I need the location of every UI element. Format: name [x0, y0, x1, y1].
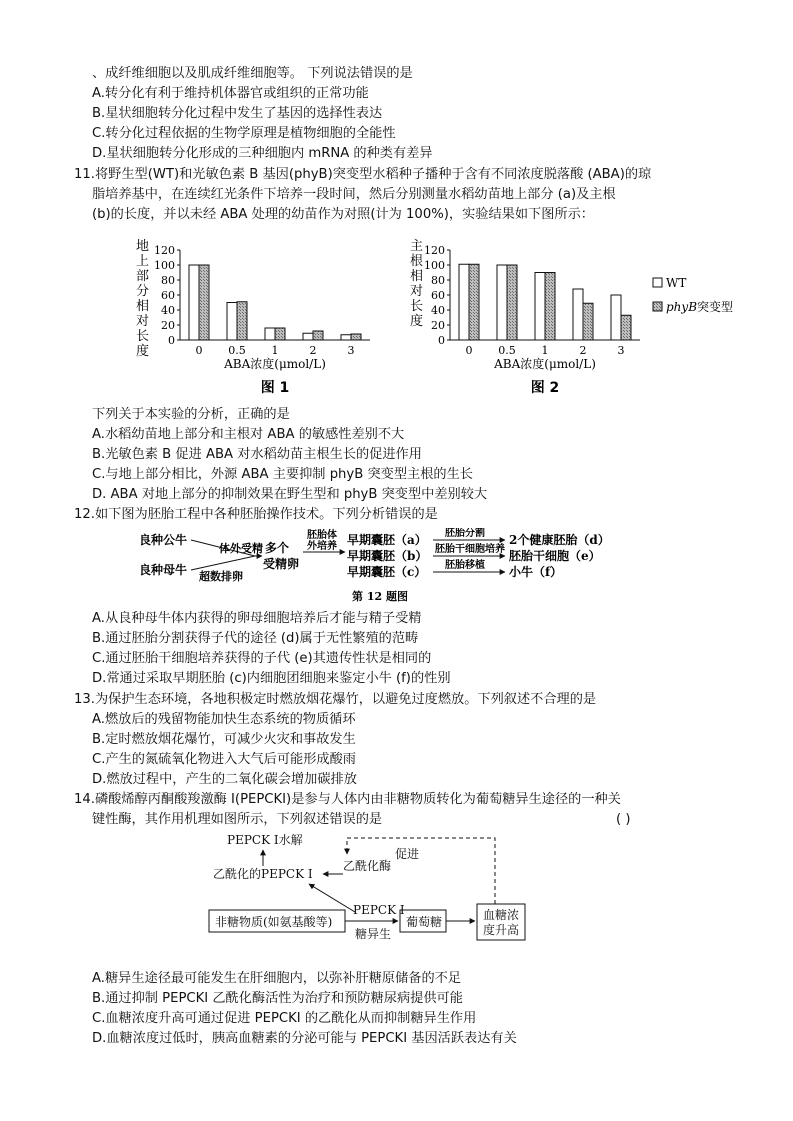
- q14-option-c: C.血糖浓度升高可通过促进 PEPCKI 的乙酰化从而抑制糖异生作用: [92, 1011, 477, 1026]
- y-tick-label: 60: [431, 289, 445, 302]
- cow-label: 良种母牛: [139, 563, 188, 577]
- legend-label-phyb: phyB突变型: [666, 300, 734, 314]
- q12-diagram: [135, 528, 655, 608]
- x-tick-label: 3: [347, 344, 355, 357]
- q11-option-d: D. ABA 对地上部分的抑制效果在野生型和 phyB 突变型中差别较大: [92, 487, 488, 502]
- x-tick-label: 0: [195, 344, 203, 357]
- q11-option-b: B.光敏色素 B 促进 ABA 对水稻幼苗主根生长的促进作用: [92, 447, 422, 462]
- y-tick-label: 40: [161, 304, 175, 317]
- q10-option-c: C.转分化过程依据的生物学原理是植物细胞的全能性: [92, 126, 396, 141]
- q11-stem-1: 11.将野生型(WT)和光敏色素 B 基因(phyB)突变型水稻种子播种于含有不同浓度脱落酸 (ABA)的琼: [74, 167, 652, 182]
- legend-label-wt: WT: [666, 276, 687, 290]
- split-label: 胚胎分割: [445, 528, 485, 539]
- bar-wt-3: [341, 335, 351, 340]
- y-tick-label: 80: [161, 274, 175, 287]
- stemcell-label: 胚胎干细胞培养: [435, 544, 505, 555]
- q12-option-d: D.常通过采取早期胚胎 (c)内细胞团细胞来鉴定小牛 (f)的性别: [92, 671, 451, 686]
- culture-label-1: 胚胎体: [307, 530, 337, 541]
- y-tick-label: 100: [424, 259, 445, 272]
- q12-figure-caption: 第 12 题图: [352, 590, 408, 603]
- bloodsugar-label-1: 血糖浓: [483, 908, 520, 922]
- blastocyst-b: 早期囊胚（b）: [347, 549, 428, 563]
- zygotes-label-2: 受精卵: [263, 557, 300, 571]
- bar-wt-3: [611, 295, 621, 340]
- bar-wt-2: [303, 333, 313, 340]
- y-tick-label: 20: [431, 319, 445, 332]
- bar-phyb-1: [545, 273, 555, 341]
- bar-phyb-3: [621, 315, 631, 340]
- fig2-xlabel: ABA浓度(μmol/L): [494, 357, 596, 371]
- x-tick-label: 0.5: [498, 344, 516, 357]
- y-tick-label: 80: [431, 274, 445, 287]
- output-e: 胚胎干细胞（e）: [509, 549, 601, 563]
- y-tick-label: 120: [154, 244, 175, 257]
- output-f: 小牛（f）: [509, 565, 563, 579]
- y-tick-label: 100: [154, 259, 175, 272]
- q10-option-a: A.转分化有利于维持机体器官或组织的正常功能: [92, 86, 369, 101]
- y-tick-label: 120: [424, 244, 445, 257]
- acetylated-label: 乙酰化的PEPCK Ⅰ: [213, 867, 313, 881]
- zygotes-label-1: 多个: [265, 541, 290, 555]
- gluconeo-label: 糖异生: [355, 927, 392, 941]
- q10-option-d: D.星状细胞转分化形成的三种细胞内 mRNA 的种类有差异: [92, 146, 433, 161]
- x-tick-label: 2: [309, 344, 317, 357]
- figure-1-chart: [136, 238, 370, 396]
- q10-option-b: B.星状细胞转分化过程中发生了基因的选择性表达: [92, 106, 383, 121]
- chart-legend: [653, 276, 733, 314]
- q12-option-a: A.从良种母牛体内获得的卵母细胞培养后才能与精子受精: [92, 611, 422, 626]
- bloodsugar-label-2: 度升高: [483, 923, 520, 937]
- acetylase-label: 乙酰化酶: [343, 859, 392, 873]
- bar-wt-1: [535, 273, 545, 341]
- fig1-caption: 图 1: [260, 380, 290, 396]
- blastocyst-c: 早期囊胚（c）: [347, 565, 427, 579]
- q11-option-a: A.水稻幼苗地上部分和主根对 ABA 的敏感性差别不大: [92, 427, 405, 442]
- blastocyst-a: 早期囊胚（a）: [347, 533, 427, 547]
- bar-wt-2: [573, 289, 583, 340]
- q11-figures: [120, 232, 760, 404]
- q13-option-b: B.定时燃放烟花爆竹，可减少火灾和事故发生: [92, 732, 356, 747]
- q12-stem: 12.如下图为胚胎工程中各种胚胎操作技术。下列分析错误的是: [74, 507, 438, 522]
- y-tick-label: 60: [161, 289, 175, 302]
- legend-swatch-phyb: [653, 302, 662, 311]
- bar-wt-1: [265, 328, 275, 340]
- output-d: 2个健康胚胎（d）: [509, 533, 610, 547]
- q12-option-b: B.通过胚胎分割获得子代的途径 (d)属于无性繁殖的范畴: [92, 631, 419, 646]
- bar-phyb-2: [583, 303, 593, 340]
- q11-question: 下列关于本实验的分析，正确的是: [92, 407, 290, 422]
- fig1-xlabel: ABA浓度(μmol/L): [224, 357, 326, 371]
- q11-stem-2: 脂培养基中，在连续红光条件下培养一段时间，然后分别测量水稻幼苗地上部分 (a)及主根: [92, 187, 616, 202]
- y-tick-label: 0: [168, 334, 175, 347]
- bar-wt-0: [189, 265, 199, 340]
- cow-arrow-line: [191, 556, 255, 570]
- culture-label-2: 外培养: [307, 541, 337, 552]
- q10-tail: 、成纤维细胞以及肌成纤维细胞等。 下列说法错误的是: [92, 66, 413, 81]
- glucose-label: 葡萄糖: [406, 915, 443, 929]
- bull-label: 良种公牛: [139, 533, 188, 547]
- y-tick-label: 0: [438, 334, 445, 347]
- x-tick-label: 0: [465, 344, 473, 357]
- x-tick-label: 1: [271, 344, 279, 357]
- bar-phyb-0: [469, 264, 479, 340]
- y-tick-label: 40: [431, 304, 445, 317]
- q14-answer-bracket: ( ): [616, 812, 631, 827]
- figure-2-chart: [410, 239, 640, 396]
- fig2-ylabel: 主根相对长度: [410, 239, 424, 329]
- q14-option-d: D.血糖浓度过低时，胰高血糖素的分泌可能与 PEPCKI 基因活跃表达有关: [92, 1031, 517, 1046]
- enzyme-label: PEPCK Ⅰ: [353, 903, 405, 917]
- fig2-caption: 图 2: [530, 380, 560, 396]
- q14-diagram: [205, 828, 545, 956]
- bar-wt-0.5: [497, 265, 507, 340]
- q14-option-a: A.糖异生途径最可能发生在肝细胞内，以弥补肝糖原储备的不足: [92, 971, 462, 986]
- nonsugar-label: 非糖物质(如氨基酸等): [215, 915, 333, 929]
- acetylation-arrow: [309, 884, 355, 912]
- q13-option-c: C.产生的氮硫氧化物进入大气后可能形成酸雨: [92, 752, 356, 767]
- q14-option-b: B.通过抑制 PEPCKI 乙酰化酶活性为治疗和预防糖尿病提供可能: [92, 991, 463, 1006]
- transfer-label: 胚胎移植: [445, 560, 485, 571]
- promote-label: 促进: [395, 847, 420, 861]
- bar-phyb-0: [199, 265, 209, 340]
- q11-stem-3: (b)的长度，并以未经 ABA 处理的幼苗作为对照(计为 100%)，实验结果如下图所示：: [92, 207, 594, 222]
- bar-phyb-0.5: [507, 265, 517, 340]
- y-tick-label: 20: [161, 319, 175, 332]
- bar-wt-0: [459, 264, 469, 340]
- ivf-label: 体外受精: [219, 542, 263, 555]
- q12-option-c: C.通过胚胎干细胞培养获得的子代 (e)其遗传性状是相同的: [92, 651, 432, 666]
- bar-phyb-2: [313, 331, 323, 340]
- q13-stem: 13.为保护生态环境，各地积极定时燃放烟花爆竹，以避免过度燃放。下列叙述不合理的是: [74, 692, 597, 707]
- x-tick-label: 1: [541, 344, 549, 357]
- fig1-ylabel: 地上部分相对长度: [136, 239, 150, 359]
- bar-phyb-0.5: [237, 302, 247, 340]
- superov-label: 超数排卵: [199, 570, 243, 583]
- legend-swatch-wt: [653, 278, 662, 287]
- x-tick-label: 0.5: [228, 344, 246, 357]
- bar-phyb-3: [351, 334, 361, 340]
- q13-option-a: A.燃放后的残留物能加快生态系统的物质循环: [92, 712, 356, 727]
- q14-stem-2: 键性酶，其作用机理如图所示，下列叙述错误的是: [92, 812, 383, 827]
- q14-stem-1: 14.磷酸烯醇丙酮酸羧激酶 Ⅰ(PEPCKI)是参与人体内由非糖物质转化为葡萄糖异生途径的一种关: [74, 792, 621, 807]
- q13-option-d: D.燃放过程中，产生的二氧化碳会增加碳排放: [92, 772, 357, 787]
- hydrolysis-label: PEPCK Ⅰ水解: [227, 833, 303, 847]
- bar-wt-0.5: [227, 303, 237, 341]
- x-tick-label: 3: [617, 344, 625, 357]
- x-tick-label: 2: [579, 344, 587, 357]
- bar-phyb-1: [275, 328, 285, 340]
- q11-option-c: C.与地上部分相比，外源 ABA 主要抑制 phyB 突变型主根的生长: [92, 467, 473, 482]
